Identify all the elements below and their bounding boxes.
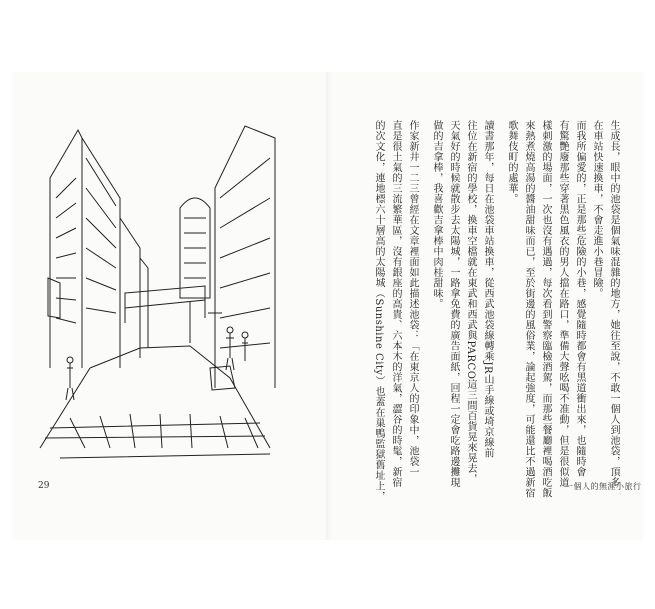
text-column: 讀書那年，每日在池袋車站換車，從西武池袋線轉乘JR山手線或埼京線前 (482, 120, 493, 459)
text-column: 天氣好的時候就散步去太陽城，一路拿免費的廣告面紙，回程一定會吃路邊攤現 (448, 120, 459, 488)
street-sketch-illustration (30, 118, 290, 488)
paragraph-gap (497, 120, 501, 460)
paragraph-gap (422, 120, 426, 460)
text-column: 生成長，眼中的池袋是個氣味混雜的地方，她往至說，不敢一個人到池袋，頂多 (608, 120, 619, 488)
running-head: 一個人的無涯小旅行 (565, 482, 642, 491)
text-column: 往位在新宿的學校，換車空檔就在東武和西武與PARCO這三間百貨晃來晃去， (465, 120, 476, 485)
text-column: 直是很土氣的三流繁華區，沒有銀座的高貴、六本木的洋氣，澀谷的時髦，新宿 (390, 120, 401, 488)
left-page-number: 29 (38, 481, 50, 491)
text-column: 作家新井一二三曾經在文章裡面如此描述池袋：「在東京人的印象中，池袋一 (407, 120, 418, 477)
book-gutter (326, 72, 332, 540)
text-column: 來熱煮燒高湯的醬油甜味而已，至於街邊的風俗業，論起強度，可能還比不過新宿 (523, 120, 534, 498)
text-column: 樣刺激的場面，一次也沒有遇過，每次看到警察臨檢酒駕，而那些餐廳裡喝酒吃飯 (540, 120, 551, 498)
text-column: 歌舞伎町的處華。 (506, 120, 517, 204)
text-column: 做的吉拿棒，我喜歡吉拿棒中肉桂甜味。 (431, 120, 442, 309)
text-column: 的次文化，連地標六十層高的太陽城（Sunshine City）也蓋在巢鴨監獄舊址上， (373, 120, 384, 502)
text-column: 在車站快速換車，不會走進小巷冒險。 (591, 120, 602, 299)
text-column: 有驚艷廢那些穿著黑色風衣的男人擋在路口，準備大聲吆喝不准動，但是很似道 (557, 120, 568, 488)
text-column: 而我所偏愛的，正是那些危險的小巷，感覺隨時都會有黑道衝出來，也隨時會 (574, 120, 585, 477)
